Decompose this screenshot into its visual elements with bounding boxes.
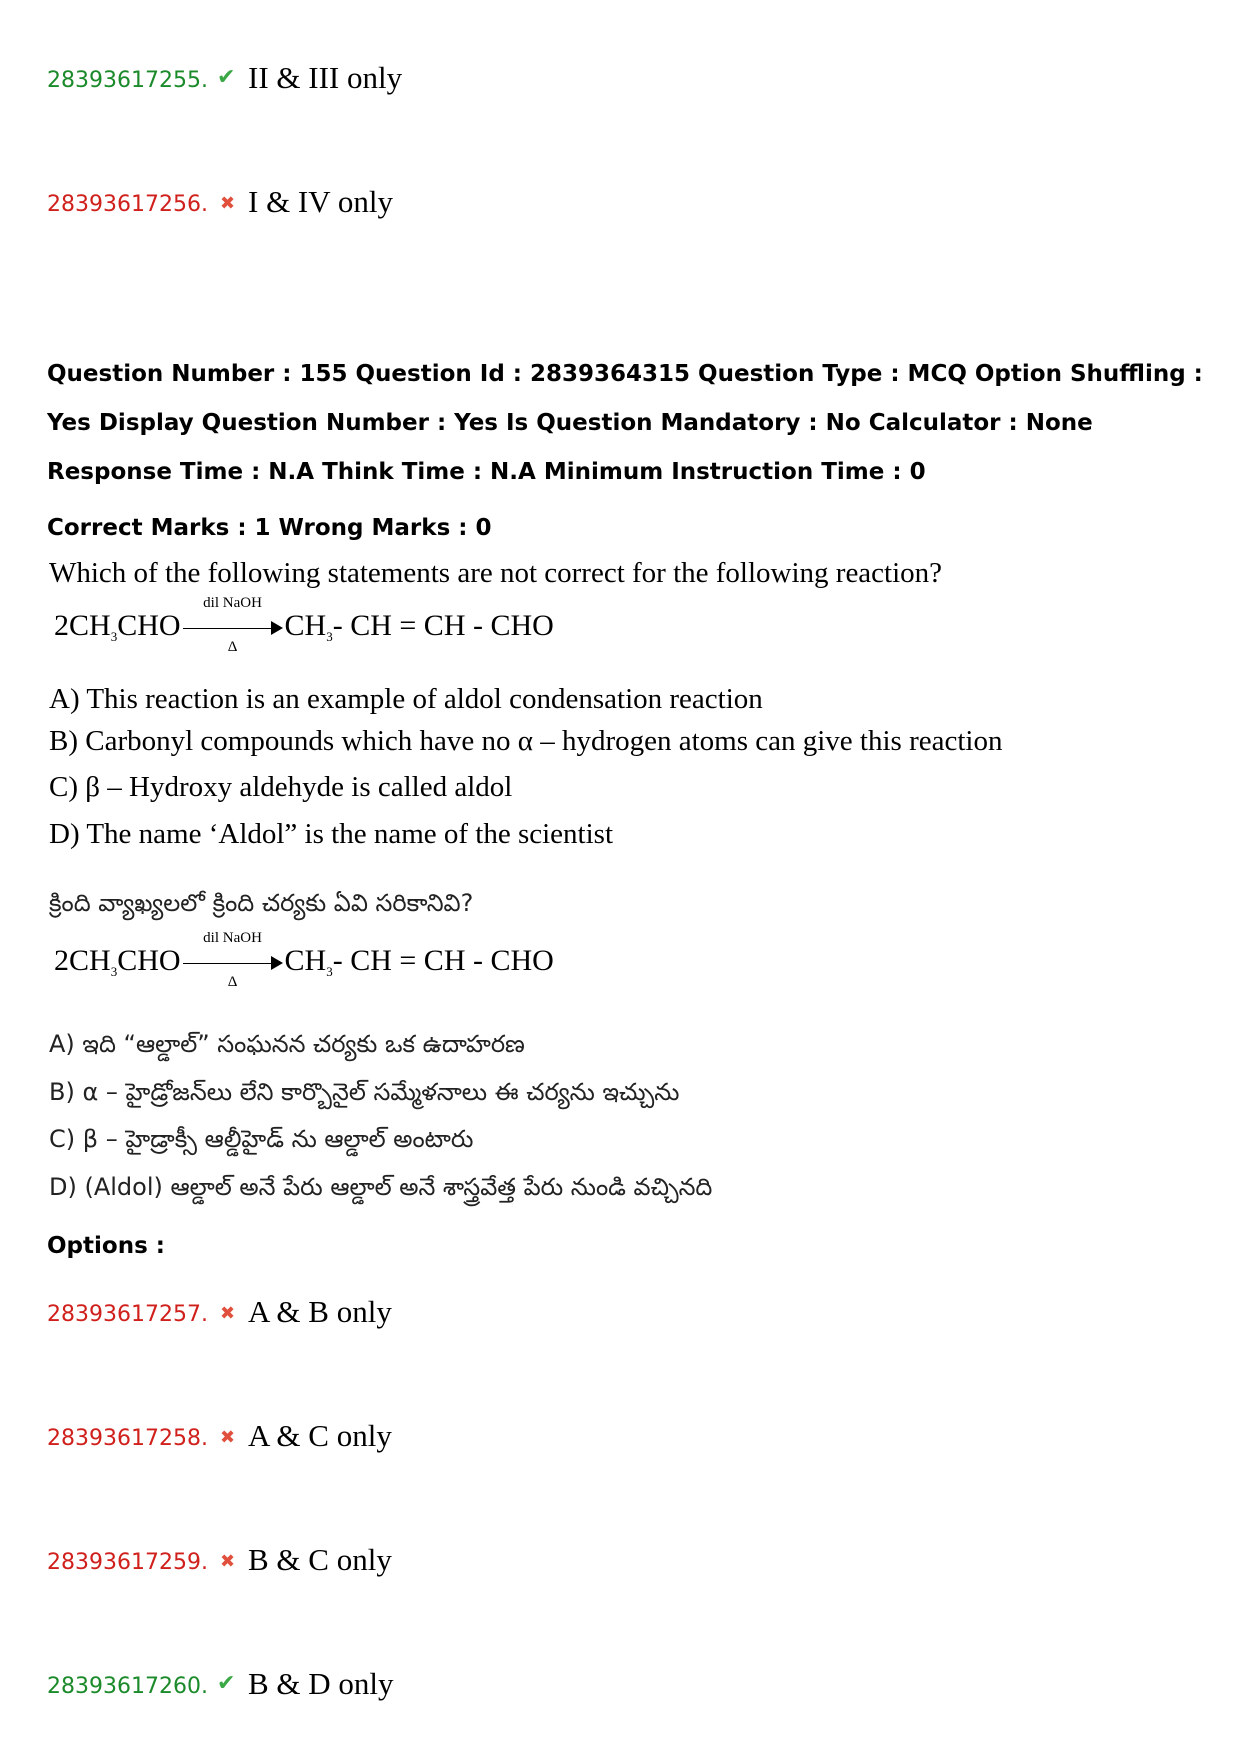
reaction-arrow-icon	[183, 930, 283, 991]
option-text: B & D only	[248, 1666, 394, 1701]
reactant: $2CH_3CHO$	[54, 609, 181, 644]
option-text: I & IV only	[248, 184, 393, 219]
options-label: Options :	[47, 1233, 165, 1259]
option-text: A & B only	[248, 1294, 392, 1329]
statement-en: C) β – Hydroxy aldehyde is called aldol	[49, 771, 513, 803]
statement-te: D) (Aldol) ఆల్డాల్ అనే పేరు ఆల్డాల్ అనే శాస్త్రవేత్త పేరు నుండి వచ్చినది	[49, 1173, 713, 1201]
product: $CH_3-$ CH = CH - CHO	[284, 609, 554, 644]
option-text: II & III only	[248, 60, 403, 95]
statement-en: D) The name ‘Aldol” is the name of the scientist	[49, 818, 613, 850]
check-icon: ✔	[217, 1671, 236, 1696]
product: $CH_3-$ CH = CH - CHO	[284, 944, 554, 979]
reaction-equation	[54, 595, 554, 656]
option-id: 28393617256.	[47, 192, 208, 217]
statement-te: A) ఇది “ఆల్డాల్” సంఘనన చర్యకు ఒక ఉదాహరణ	[49, 1030, 525, 1058]
statement-te: B) α – హైడ్రోజన్‌లు లేని కార్బొనైల్ సమ్మేళనాలు ఈ చర్యను ఇచ్చును	[49, 1078, 680, 1106]
option-text: B & C only	[248, 1542, 392, 1577]
cross-icon: ✖	[220, 1551, 236, 1572]
option-id: 28393617259.	[47, 1550, 208, 1575]
option-id: 28393617258.	[47, 1426, 208, 1451]
reaction-arrow-icon	[183, 595, 283, 656]
cross-icon: ✖	[220, 1427, 236, 1448]
cross-icon: ✖	[220, 193, 236, 214]
reagent-label: dil NaOH	[203, 595, 262, 612]
cross-icon: ✖	[220, 1303, 236, 1324]
option-text: A & C only	[248, 1418, 392, 1453]
reagent-label: dil NaOH	[203, 930, 262, 947]
statement-en: A) This reaction is an example of aldol condensation reaction	[49, 683, 763, 715]
statement-te: C) β – హైడ్రాక్సీ ఆల్డీహైడ్ ను ఆల్డాల్ అంటారు	[49, 1125, 474, 1153]
question-stem-te: క్రింది వ్యాఖ్యలలో క్రింది చర్యకు ఏవి సరికానివి?	[49, 889, 474, 917]
option-id: 28393617255.	[47, 68, 208, 93]
option-id: 28393617257.	[47, 1302, 208, 1327]
heat-label: Δ	[227, 639, 238, 656]
check-icon: ✔	[217, 65, 236, 90]
option-id: 28393617260.	[47, 1674, 208, 1699]
heat-label: Δ	[227, 974, 238, 991]
question-stem-en: Which of the following statements are not correct for the following reaction?	[49, 557, 943, 589]
question-meta: Question Number : 155 Question Id : 2839364315 Question Type : MCQ Option Shuffling : Yes Display Question Number : Yes Is Question Mandatory : No Calculator : None Response Time : N.A Think Time : N.A Minimum Instruction Time : 0	[47, 361, 1203, 485]
reactant: $2CH_3CHO$	[54, 944, 181, 979]
reaction-equation	[54, 930, 554, 991]
statement-en: B) Carbonyl compounds which have no α – hydrogen atoms can give this reaction	[49, 725, 1003, 757]
marks-line: Correct Marks : 1 Wrong Marks : 0	[47, 515, 492, 541]
